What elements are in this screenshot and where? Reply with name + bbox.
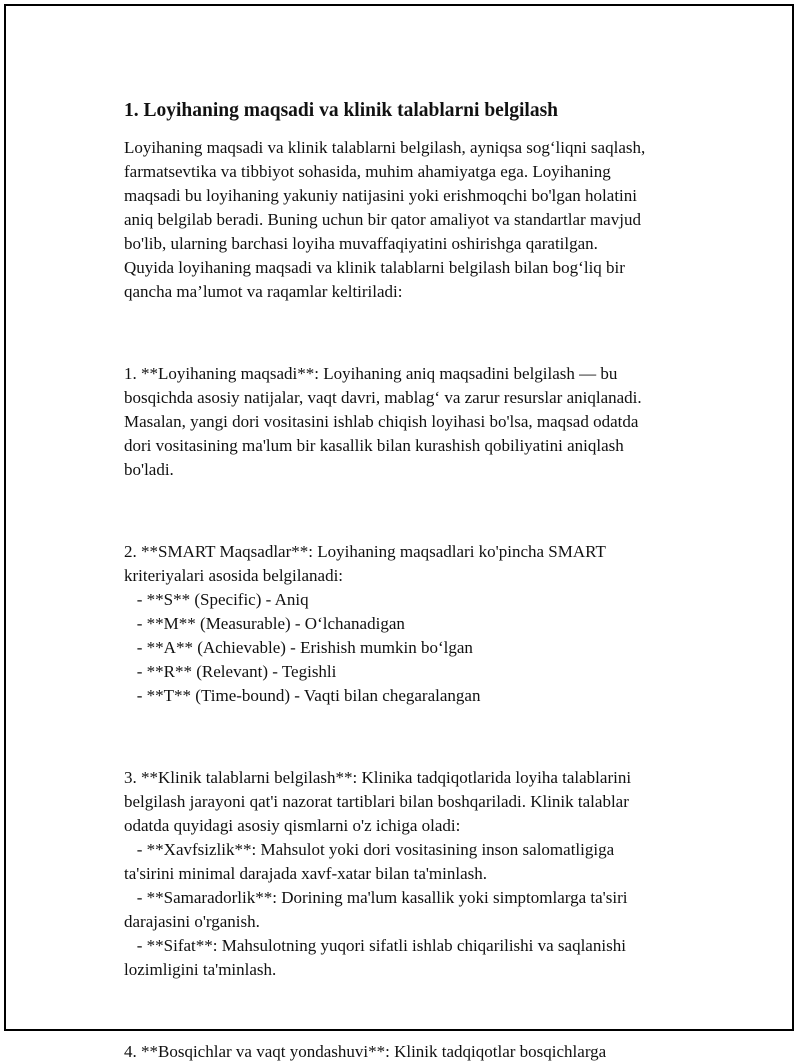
text-line: - **R** (Relevant) - Tegishli [124,662,337,681]
text-line: - **Xavfsizlik**: Mahsulot yoki dori vositasining inson salomatligiga [124,840,615,859]
text-line: dori vositasining ma'lum bir kasallik bilan kurashish qobiliyatini aniqlash [124,436,624,455]
section-heading: 1. Loyihaning maqsadi va klinik talablarni belgilash [124,100,559,121]
blank-line [124,999,694,1023]
text-line: maqsadi bu loyihaning yakuniy natijasini yoki erishmoqchi bo'lgan holatini [124,186,637,205]
text-line: - **Sifat**: Mahsulotning yuqori sifatli ishlab chiqarilishi va saqlanishi [124,936,626,955]
text-line: - **A** (Achievable) - Erishish mumkin bo‘lgan [124,638,473,657]
text-line: bo'lib, ularning barchasi loyiha muvaffaqiyatini oshirishga qaratilgan. [124,234,598,253]
text-line: Quyida loyihaning maqsadi va klinik talablarni belgilash bilan bog‘liq bir [124,258,625,277]
text-line: qancha ma’lumot va raqamlar keltiriladi: [124,282,403,301]
text-line: bo'ladi. [124,460,174,479]
text-line: 1. **Loyihaning maqsadi**: Loyihaning aniq maqsadini belgilash — bu [124,364,618,383]
text-line: 3. **Klinik talablarni belgilash**: Klinika tadqiqotlarida loyiha talablarini [124,768,632,787]
text-line: lozimligini ta'minlash. [124,960,277,979]
text-line: ta'sirini minimal darajada xavf-xatar bilan ta'minlash. [124,864,488,883]
blank-line [124,725,694,749]
text-line: aniq belgilab beradi. Buning uchun bir qator amaliyot va standartlar mavjud [124,210,641,229]
text-line: 4. **Bosqichlar va vaqt yondashuvi**: Klinik tadqiqotlar bosqichlarga [124,1042,607,1061]
text-lines [124,136,694,1064]
text-line: - **Samaradorlik**: Dorining ma'lum kasallik yoki simptomlarga ta'siri [124,888,628,907]
text-line: - **S** (Specific) - Aniq [124,590,309,609]
document-body [124,98,694,1064]
text-line: farmatsevtika va tibbiyot sohasida, muhim ahamiyatga ega. Loyihaning [124,162,611,181]
text-line: Masalan, yangi dori vositasini ishlab chiqish loyihasi bo'lsa, maqsad odatda [124,412,639,431]
text-line: - **T** (Time-bound) - Vaqti bilan chegaralangan [124,686,481,705]
text-line: darajasini o'rganish. [124,912,260,931]
text-line: Loyihaning maqsadi va klinik talablarni belgilash, ayniqsa sog‘liqni saqlash, [124,138,646,157]
text-line: 2. **SMART Maqsadlar**: Loyihaning maqsadlari ko'pincha SMART [124,542,606,561]
text-line: belgilash jarayoni qat'i nazorat tartiblari bilan boshqariladi. Klinik talablar [124,792,629,811]
blank-line [124,321,694,345]
text-line: odatda quyidagi asosiy qismlarni o'z ichiga oladi: [124,816,461,835]
text-line: bosqichda asosiy natijalar, vaqt davri, mablag‘ va zarur resurslar aniqlanadi. [124,388,642,407]
text-line: - **M** (Measurable) - O‘lchanadigan [124,614,405,633]
page-frame [4,4,794,1061]
text-line: kriteriyalari asosida belgilanadi: [124,566,344,585]
blank-line [124,499,694,523]
